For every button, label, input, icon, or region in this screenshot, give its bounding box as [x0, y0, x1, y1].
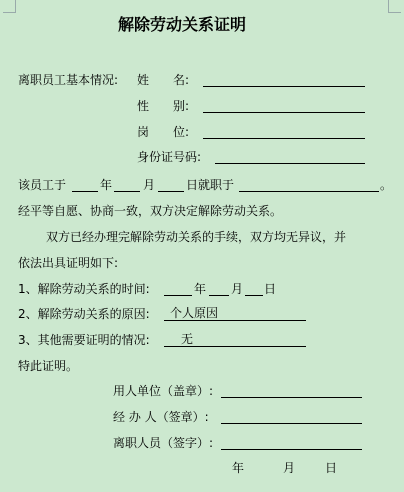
employment-year-unit: 年 — [100, 178, 113, 192]
item1-year-unit: 年 — [194, 282, 207, 296]
page-corner-mark — [3, 0, 16, 13]
item1-day-unit: 日 — [264, 282, 277, 296]
name-label: 姓 名: — [137, 73, 190, 87]
employment-year-blank[interactable] — [72, 191, 98, 192]
procedure-line-2: 依法出具证明如下: — [18, 256, 119, 270]
agreement-line: 经平等自愿、协商一致，双方决定解除劳动关系。 — [18, 204, 283, 218]
position-field-line[interactable] — [203, 138, 365, 139]
id-number-field-line[interactable] — [215, 163, 365, 164]
item2-field-line[interactable] — [164, 320, 306, 321]
item3-field-line[interactable] — [164, 346, 306, 347]
id-number-label: 身份证号码: — [137, 150, 202, 164]
gender-label: 性 别: — [137, 99, 190, 113]
footer-year: 年 — [232, 461, 245, 475]
item1-year-blank[interactable] — [164, 295, 192, 296]
position-label: 岗 位: — [137, 125, 190, 139]
name-field-line[interactable] — [203, 86, 365, 87]
employment-period: 。 — [380, 178, 393, 192]
employment-month-unit: 月 — [143, 178, 156, 192]
employment-month-blank[interactable] — [114, 191, 140, 192]
basic-info-label: 离职员工基本情况: — [18, 73, 119, 87]
employee-signature-line[interactable] — [221, 449, 362, 450]
gender-field-line[interactable] — [203, 112, 365, 113]
certify-text: 特此证明。 — [18, 359, 79, 373]
footer-day: 日 — [325, 461, 338, 475]
employment-day-text: 日就职于 — [186, 178, 235, 192]
item3-value: 无 — [181, 332, 194, 346]
item1-month-unit: 月 — [231, 282, 244, 296]
page-corner-mark — [388, 0, 401, 13]
employer-name-blank[interactable] — [239, 191, 379, 192]
item1-label: 1、解除劳动关系的时间: — [18, 282, 150, 296]
item1-month-blank[interactable] — [209, 295, 229, 296]
handler-signature-label: 经 办 人（签章）: — [113, 410, 209, 424]
document-title: 解除劳动关系证明 — [118, 15, 247, 34]
employer-seal-label: 用人单位（盖章）: — [113, 384, 214, 398]
item2-label: 2、解除劳动关系的原因: — [18, 307, 150, 321]
procedure-line-1: 双方已经办理完解除劳动关系的手续，双方均无异议，并 — [46, 230, 347, 244]
handler-signature-line[interactable] — [221, 423, 362, 424]
employee-signature-label: 离职人员（签字）: — [113, 436, 214, 450]
item2-value: 个人原因 — [170, 306, 219, 320]
employment-start-text: 该员工于 — [18, 178, 67, 192]
employer-seal-line[interactable] — [221, 397, 362, 398]
employment-day-blank[interactable] — [158, 191, 184, 192]
item1-day-blank[interactable] — [245, 295, 263, 296]
item3-label: 3、其他需要证明的情况: — [18, 333, 150, 347]
footer-month: 月 — [283, 461, 296, 475]
